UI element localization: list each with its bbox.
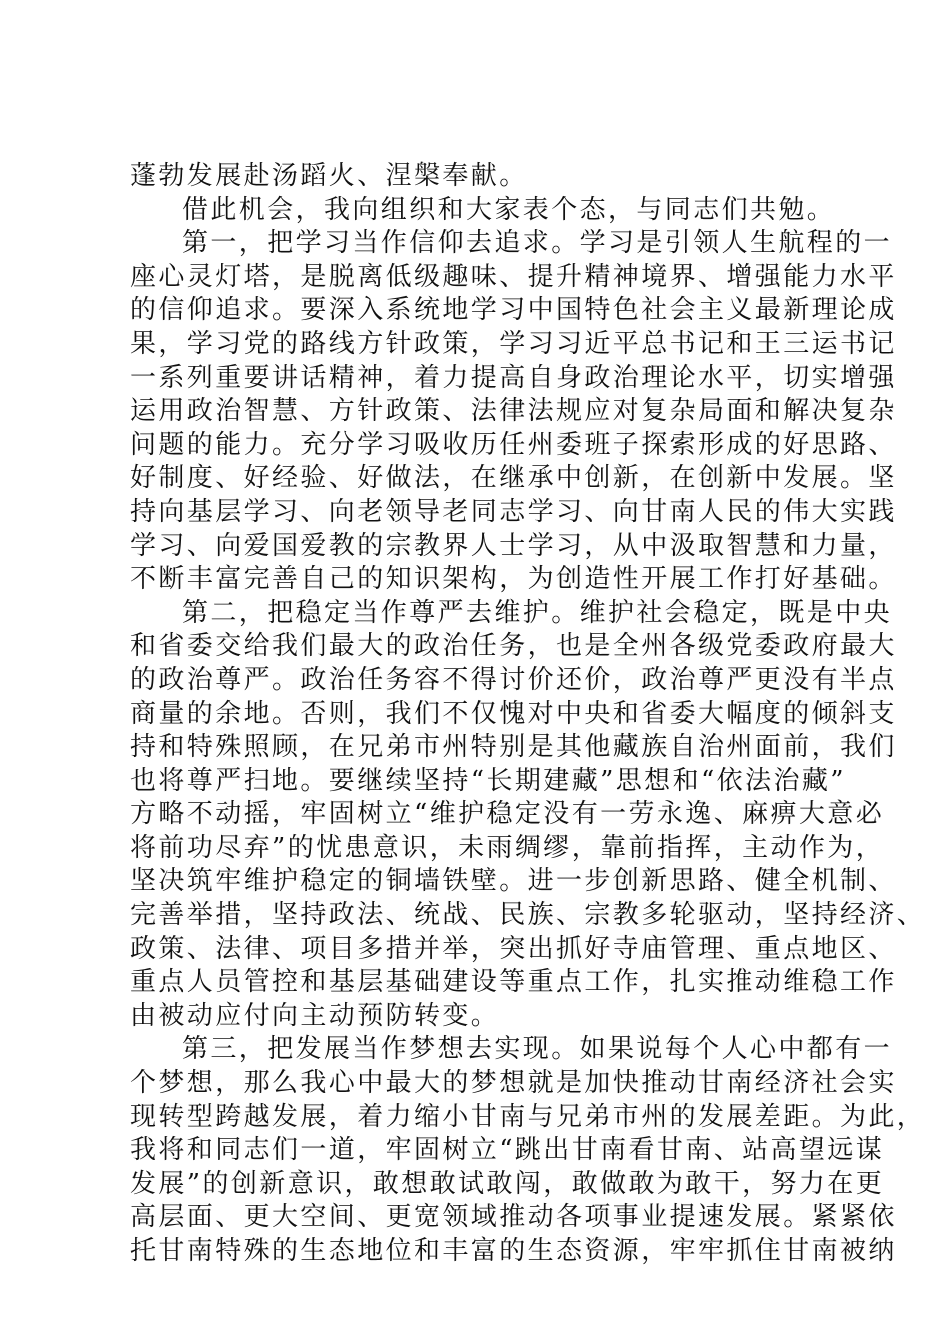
text-line: 商量的余地。否则，我们不仅愧对中央和省委大幅度的倾斜支 bbox=[130, 698, 897, 729]
text-line: 发展”的创新意识，敢想敢试敢闯，敢做敢为敢干，努力在更 bbox=[130, 1168, 885, 1199]
text-line: 政策、法律、项目多措并举，突出抓好寺庙管理、重点地区、 bbox=[130, 933, 897, 964]
document-body bbox=[130, 160, 926, 1269]
text-line: 不断丰富完善自己的知识架构，为创造性开展工作打好基础。 bbox=[130, 564, 897, 595]
text-line: 完善举措，坚持政法、统战、民族、宗教多轮驱动，坚持经济、 bbox=[130, 900, 926, 931]
text-line: 方略不动摇，牢固树立“维护稳定没有一劳永逸、麻痹大意必 bbox=[130, 799, 885, 830]
text-line: 重点人员管控和基层基础建设等重点工作，扎实推动维稳工作 bbox=[130, 967, 897, 998]
text-line: 将前功尽弃”的忧患意识，未雨绸缪，靠前指挥，主动作为， bbox=[130, 832, 885, 863]
paragraph-start-line: 第一，把学习当作信仰去追求。学习是引领人生航程的一 bbox=[182, 228, 893, 259]
text-line: 个梦想，那么我心中最大的梦想就是加快推动甘南经济社会实 bbox=[130, 1068, 897, 1099]
text-line: 也将尊严扫地。要继续坚持“长期建藏”思想和“依法治藏” bbox=[130, 765, 846, 796]
paragraph-start-line: 借此机会，我向组织和大家表个态，与同志们共勉。 bbox=[182, 194, 836, 225]
text-line: 的政治尊严。政治任务容不得讨价还价，政治尊严更没有半点 bbox=[130, 664, 897, 695]
text-line: 运用政治智慧、方针政策、法律法规应对复杂局面和解决复杂 bbox=[130, 396, 897, 427]
text-line: 问题的能力。充分学习吸收历任州委班子探索形成的好思路、 bbox=[130, 429, 897, 460]
text-line: 我将和同志们一道，牢固树立“跳出甘南看甘南、站高望远谋 bbox=[130, 1135, 885, 1166]
text-line: 由被动应付向主动预防转变。 bbox=[130, 1000, 500, 1031]
text-line: 坚决筑牢维护稳定的铜墙铁壁。进一步创新思路、健全机制、 bbox=[130, 866, 897, 897]
text-line: 蓬勃发展赴汤蹈火、涅槃奉献。 bbox=[130, 161, 528, 191]
text-line: 持向基层学习、向老领导老同志学习、向甘南人民的伟大实践 bbox=[130, 496, 897, 527]
paragraph-start-line: 第二，把稳定当作尊严去维护。维护社会稳定，既是中央 bbox=[182, 597, 893, 628]
text-line: 的信仰追求。要深入系统地学习中国特色社会主义最新理论成 bbox=[130, 295, 897, 326]
text-line: 果，学习党的路线方针政策，学习习近平总书记和王三运书记 bbox=[130, 328, 897, 359]
paragraph-start-line: 第三，把发展当作梦想去实现。如果说每个人心中都有一 bbox=[182, 1034, 893, 1065]
text-line: 一系列重要讲话精神，着力提高自身政治理论水平，切实增强 bbox=[130, 362, 897, 393]
text-line: 学习、向爱国爱教的宗教界人士学习，从中汲取智慧和力量， bbox=[130, 530, 897, 561]
text-line: 现转型跨越发展，着力缩小甘南与兄弟市州的发展差距。为此， bbox=[130, 1101, 926, 1132]
text-line: 持和特殊照顾，在兄弟市州特别是其他藏族自治州面前，我们 bbox=[130, 732, 897, 763]
text-line: 好制度、好经验、好做法，在继承中创新，在创新中发展。坚 bbox=[130, 463, 897, 494]
text-line: 座心灵灯塔，是脱离低级趣味、提升精神境界、增强能力水平 bbox=[130, 261, 897, 292]
text-line: 和省委交给我们最大的政治任务，也是全州各级党委政府最大 bbox=[130, 631, 897, 662]
text-line: 托甘南特殊的生态地位和丰富的生态资源，牢牢抓住甘南被纳 bbox=[130, 1236, 897, 1266]
text-line: 高层面、更大空间、更宽领域推动各项事业提速发展。紧紧依 bbox=[130, 1202, 897, 1233]
